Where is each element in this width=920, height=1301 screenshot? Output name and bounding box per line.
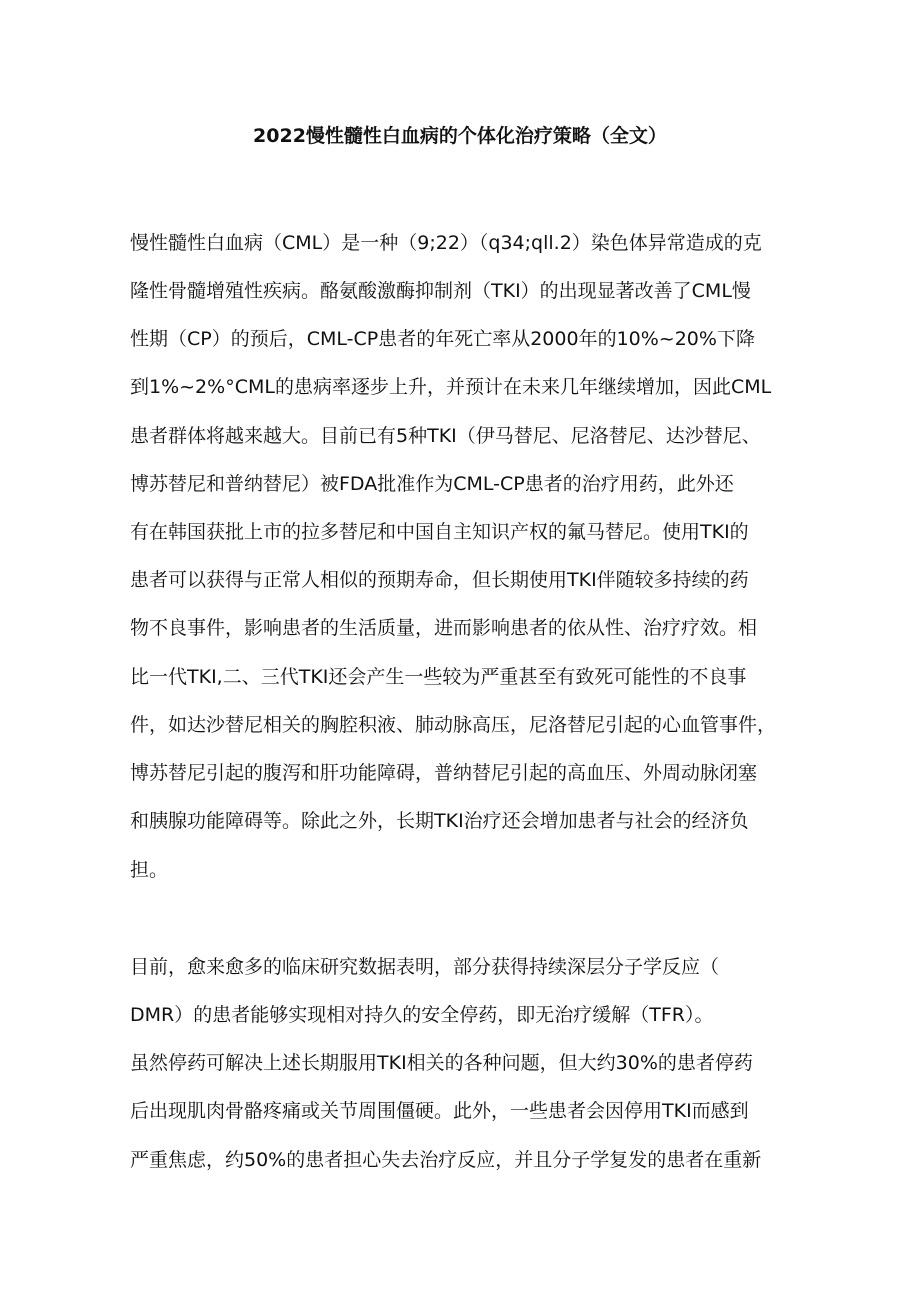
paragraph-line: DMR）的患者能够实现相对持久的安全停药，即无治疗缓解（TFR）。 — [130, 1004, 714, 1026]
paragraph-line: 物不良事件，影响患者的生活质量，进而影响患者的依从性、治疗疗效。相 — [130, 617, 758, 639]
paragraph-line: 严重焦虑，约50%的患者担心失去治疗反应，并且分子学复发的患者在重新 — [130, 1149, 762, 1171]
paragraph-line: 担。 — [130, 859, 169, 881]
paragraph-line: 目前，愈来愈多的临床研究数据表明，部分获得持续深层分子学反应（ — [130, 956, 720, 978]
paragraph-line: 比一代TKI,二、三代TKI还会产生一些较为严重甚至有致死可能性的不良事 — [130, 666, 747, 688]
paragraph-line: 患者群体将越来越大。目前已有5种TKI（伊马替尼、尼洛替尼、达沙替尼、 — [130, 425, 761, 447]
paragraph-line: 患者可以获得与正常人相似的预期寿命，但长期使用TKI伴随较多持续的药 — [130, 569, 749, 591]
paragraph-line: 博苏替尼和普纳替尼）被FDA批准作为CML-CP患者的治疗用药，此外还 — [130, 473, 734, 495]
paragraph-line: 虽然停药可解决上述长期服用TKI相关的各种问题，但大约30%的患者停药 — [130, 1052, 753, 1074]
paragraph-line: 慢性髓性白血病（CML）是一种（9;22）（q34;qll.2）染色体异常造成的克 — [130, 232, 762, 254]
paragraph-line: 后出现肌肉骨骼疼痛或关节周围僵硬。此外，一些患者会因停用TKI而感到 — [130, 1100, 749, 1122]
paragraph-line: 博苏替尼引起的腹泻和肝功能障碍，普纳替尼引起的高血压、外周动脉闭塞 — [130, 762, 758, 784]
paragraph-line: 有在韩国获批上市的拉多替尼和中国自主知识产权的氟马替尼。使用TKI的 — [130, 521, 749, 543]
document-title: 2022慢性髓性白血病的个体化治疗策略（全文） — [253, 125, 667, 147]
paragraph-line: 到1%~2%°CML的患病率逐步上升，并预计在未来几年继续增加，因此CML — [130, 376, 772, 398]
paragraph-line: 件，如达沙替尼相关的胸腔积液、肺动脉高压，尼洛替尼引起的心血管事件， — [130, 714, 777, 736]
paragraph-line: 和胰腺功能障碍等。除此之外，长期TKI治疗还会增加患者与社会的经济负 — [130, 810, 749, 832]
paragraph-line: 隆性骨髓增殖性疾病。酪氨酸激酶抑制剂（TKI）的出现显著改善了CML慢 — [130, 280, 751, 302]
paragraph-line: 性期（CP）的预后，CML-CP患者的年死亡率从2000年的10%~20%下降 — [130, 328, 755, 350]
